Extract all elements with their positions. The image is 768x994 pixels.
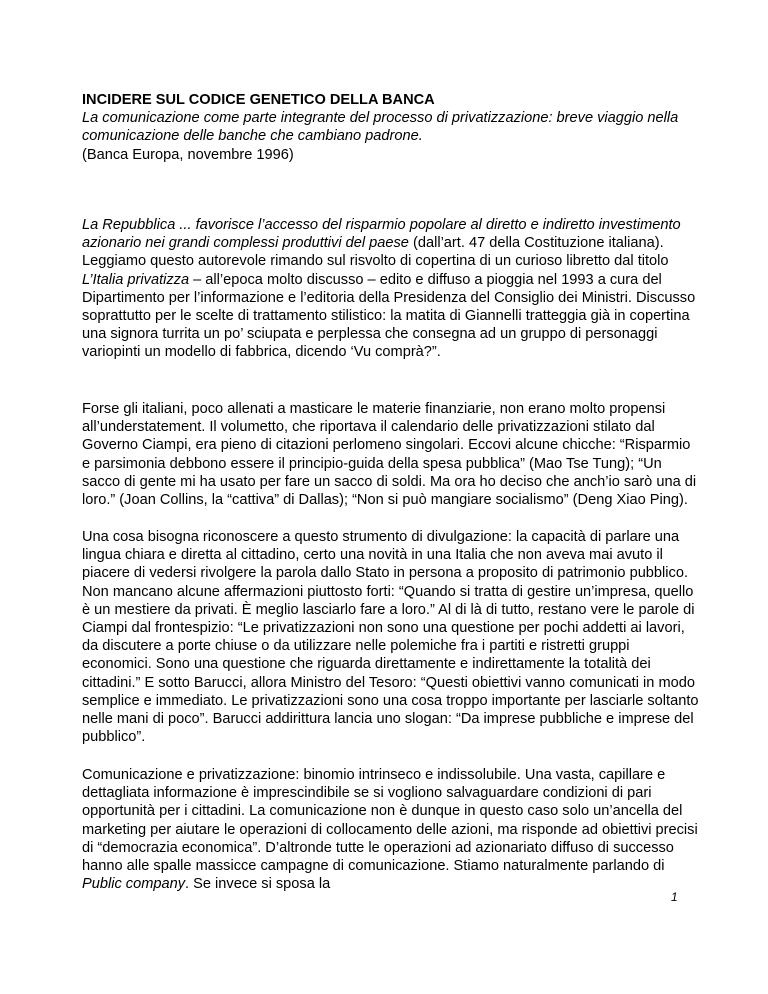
article-source: (Banca Europa, novembre 1996) (82, 146, 294, 163)
paragraph-1-text-b: – all’epoca molto discusso – edito e diffuso a pioggia nel 1993 a cura del Dipartimento per l’informazione e l’editoria della Presidenza del Consiglio dei Ministri. Discusso soprattutto per le scelte di trattamento stilistico: la matita di Giannelli tratteggia già in copertina una signora turrita un po’ sciupata e perplessa che consegna ad un gruppo di personaggi variopinti un modello di fabbrica, dicendo ‘Vu comprà?”. (82, 271, 696, 361)
page-number: 1 (671, 890, 678, 904)
article-subtitle: La comunicazione come parte integrante del processo di privatizzazione: breve viaggio nella comunicazione delle banche che cambiano padrone. (82, 110, 679, 145)
paragraph-4-text-b: . Se invece si sposa la (185, 876, 331, 893)
article-header (82, 91, 702, 164)
paragraph-4-text-a: Comunicazione e privatizzazione: binomio intrinseco e indissolubile. Una vasta, capillare e dettagliata informazione è imprescindibile se si vogliono salvaguardare condizioni di pari opportunità per i cittadini. La comunicazione non è dunque in questo caso solo un’ancella del marketing per aiutare le operazioni di collocamento delle azioni, ma risponde ad obiettivi precisi di “democrazia economica”. D’altronde tutte le operazioni ad azionariato diffuso di successo hanno alle spalle massicce campagne di comunicazione. Stiamo naturalmente parlando di (82, 767, 698, 875)
book-title: L’Italia privatizza (82, 271, 190, 288)
paragraph-1-text-a: (dall’art. 47 della Costituzione italiana). Leggiamo questo autorevole rimando sul risvolto di copertina di un curioso libretto dal titolo (82, 235, 669, 270)
public-company-term: Public company (82, 876, 186, 893)
article-title: INCIDERE SUL CODICE GENETICO DELLA BANCA (82, 92, 435, 108)
paragraph-2: Forse gli italiani, poco allenati a masticare le materie finanziarie, non erano molto propensi all’understatement. Il volumetto, che riportava il calendario delle privatizzazioni stilato dal Governo Ciampi, era pieno di citazioni perlomeno singolari. Eccovi alcune chicche: “Risparmio e parsimonia debbono essere il principio-guida della spesa pubblica” (Mao Tse Tung); “Un sacco di gente mi ha usato per fare un sacco di soldi. Ma ora ho deciso che anch’io sarò una di loro.” (Joan Collins, la “cattiva” di Dallas); “Non si può mangiare socialismo” (Deng Xiao Ping). (82, 401, 697, 509)
paragraph-3: Una cosa bisogna riconoscere a questo strumento di divulgazione: la capacità di parlare una lingua chiara e diretta al cittadino, certo una novità in una Italia che non aveva mai avuto il piacere di vedersi rivolgere la parola dallo Stato in persona a proposito di patrimonio pubblico. Non mancano alcune affermazioni piuttosto forti: “Quando si tratta di gestire un’impresa, quello è un mestiere da privati. È meglio lasciarlo fare a loro.” Al di là di tutto, restano vere le parole di Ciampi dal frontespizio: “Le privatizzazioni non sono una questione per pochi addetti ai lavori, da discutere a porte chiuse o da utilizzare nelle polemiche fra i partiti e ristretti gruppi economici. Sono una questione che riguarda direttamente e indirettamente la totalità dei cittadini.” E sotto Barucci, allora Ministro del Tesoro: “Questi obiettivi vanno comunicati in modo semplice e immediato. Le privatizzazioni sono una cosa troppo importante per lasciarle soltanto nelle mani di poco”. Barucci addirittura lancia uno slogan: “Da imprese pubbliche e imprese del pubblico”. (82, 529, 699, 746)
constitution-quote: La Repubblica ... favorisce l’accesso del risparmio popolare al diretto e indiretto investimento azionario nei grandi complessi produttivi del paese (82, 217, 681, 252)
paragraph-1 (82, 216, 702, 362)
paragraph-4 (82, 766, 702, 893)
